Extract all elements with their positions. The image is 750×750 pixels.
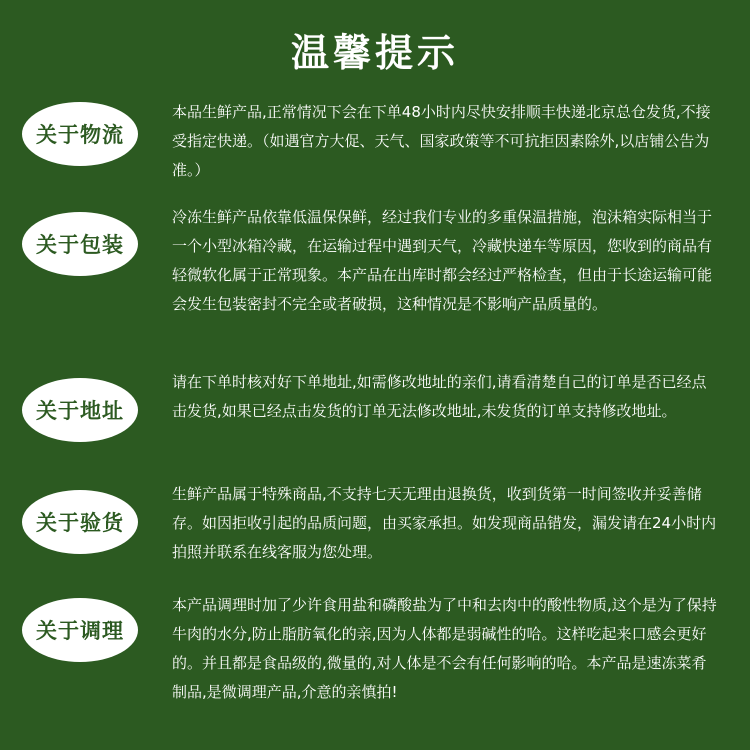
section-text-address: 请在下单时核对好下单地址,如需修改地址的亲们,请看清楚自己的订单是否已经点击发货,如果已经点击发货的订单无法修改地址,未发货的订单支持修改地址。 bbox=[172, 373, 707, 420]
section-badge-seasoning: 关于调理 bbox=[22, 598, 138, 662]
section-text-packaging: 冷冻生鲜产品依靠低温保保鲜，经过我们专业的多重保温措施，泡沫箱实际相当于一个小型冰箱冷藏，在运输过程中遇到天气，冷藏快递车等原因，您收到的商品有轻微软化属于正常现象。本产品在出库时都会经过严格检查，但由于长途运输可能会发生包装密封不完全或者破损，这种情况是不影响产品质量的。 bbox=[172, 208, 713, 313]
section-text-logistics: 本品生鲜产品,正常情况下会在下单48小时内尽快安排顺丰快递北京总仓发货,不接受指定快递。（如遇官方大促、天气、国家政策等不可抗拒因素除外,以店铺公告为准。） bbox=[172, 103, 711, 179]
section-text-seasoning: 本产品调理时加了少许食用盐和磷酸盐为了中和去肉中的酸性物质,这个是为了保持牛肉的水分,防止脂肪氧化的亲,因为人体都是弱碱性的哈。这样吃起来口感会更好的。并且都是食品级的,微量的,对人体是不会有任何影响的哈。本产品是速冻菜肴制品,是微调理产品,介意的亲慎拍! bbox=[172, 596, 717, 701]
section-badge-packaging: 关于包装 bbox=[22, 212, 138, 276]
section-badge-inspection: 关于验货 bbox=[22, 490, 138, 554]
section-text-inspection: 生鲜产品属于特殊商品,不支持七天无理由退换货，收到货第一时间签收并妥善储存。如因拒收引起的品质问题，由买家承担。如发现商品错发，漏发请在24小时内拍照并联系在线客服为您处理。 bbox=[172, 485, 717, 561]
page-title: 温馨提示 bbox=[290, 31, 459, 75]
section-badge-address: 关于地址 bbox=[22, 378, 138, 442]
section-badge-logistics: 关于物流 bbox=[22, 102, 138, 166]
